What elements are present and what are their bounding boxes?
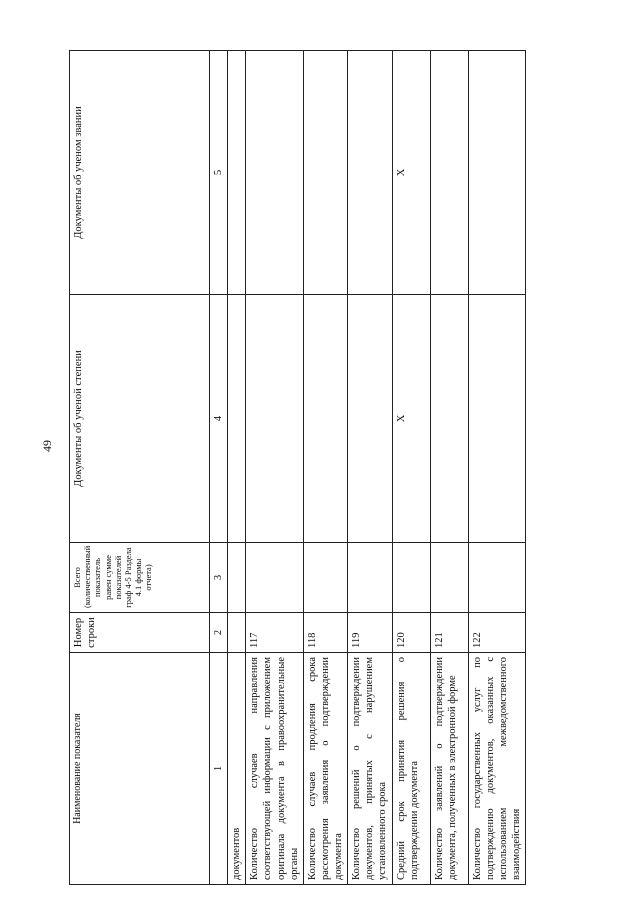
row-title [348,51,392,295]
header-row-number: Номер строки [70,613,210,653]
empty-cell [228,613,246,653]
row-name: Количество случаев направления соответствующей информации с приложением оригинала документа в правоохранительные органы [246,653,304,885]
row-degree [348,295,392,543]
table-row [468,51,526,885]
empty-cell [228,543,246,613]
row-total [348,543,392,613]
row-number: 118 [303,613,347,653]
report-table-rotated [69,51,522,885]
row-name: Количество случаев продления срока рассмотрения заявления о подтверждении документа [303,653,347,885]
row-degree [303,295,347,543]
column-numbers-row [210,51,228,885]
header-row [70,51,210,885]
row-total [468,543,526,613]
col-number: 5 [210,51,228,295]
row-total [430,543,468,613]
empty-cell [228,51,246,295]
page-number: 49 [40,440,54,452]
row-name: Средний срок принятия решения о подтверждении документа [392,653,430,885]
row-number: 120 [392,613,430,653]
continuation-text: документов [228,653,246,885]
report-table [69,50,526,885]
row-degree [430,295,468,543]
row-degree: X [392,295,430,543]
col-number: 1 [210,653,228,885]
header-academic-degree: Документы об ученой степени [70,295,210,543]
row-number: 119 [348,613,392,653]
col-number: 2 [210,613,228,653]
table-row [303,51,347,885]
header-academic-title: Документы об ученом звании [70,51,210,295]
header-total: Всего (количественный показатель равен сумме показателей граф 4-5 Раздела 4.1 формы отчета) [70,543,210,613]
row-name: Количество государственных услуг по подтверждению документов, оказанных с использованием межведомственного взаимодействия [468,653,526,885]
row-title [303,51,347,295]
table-row [348,51,392,885]
table-row [246,51,304,885]
table-row [430,51,468,885]
row-degree [468,295,526,543]
row-number: 117 [246,613,304,653]
row-title [468,51,526,295]
row-title: X [392,51,430,295]
row-number: 121 [430,613,468,653]
col-number: 3 [210,543,228,613]
row-total [392,543,430,613]
row-total [303,543,347,613]
row-name: Количество заявлений о подтверждении документа, полученных в электронной форме [430,653,468,885]
row-title [246,51,304,295]
continuation-row [228,51,246,885]
table-row [392,51,430,885]
empty-cell [228,295,246,543]
row-title [430,51,468,295]
row-total [246,543,304,613]
header-name: Наименование показателя [70,653,210,885]
row-degree [246,295,304,543]
row-number: 122 [468,613,526,653]
col-number: 4 [210,295,228,543]
row-name: Количество решений о подтверждении документов, принятых с нарушением установленного срока [348,653,392,885]
